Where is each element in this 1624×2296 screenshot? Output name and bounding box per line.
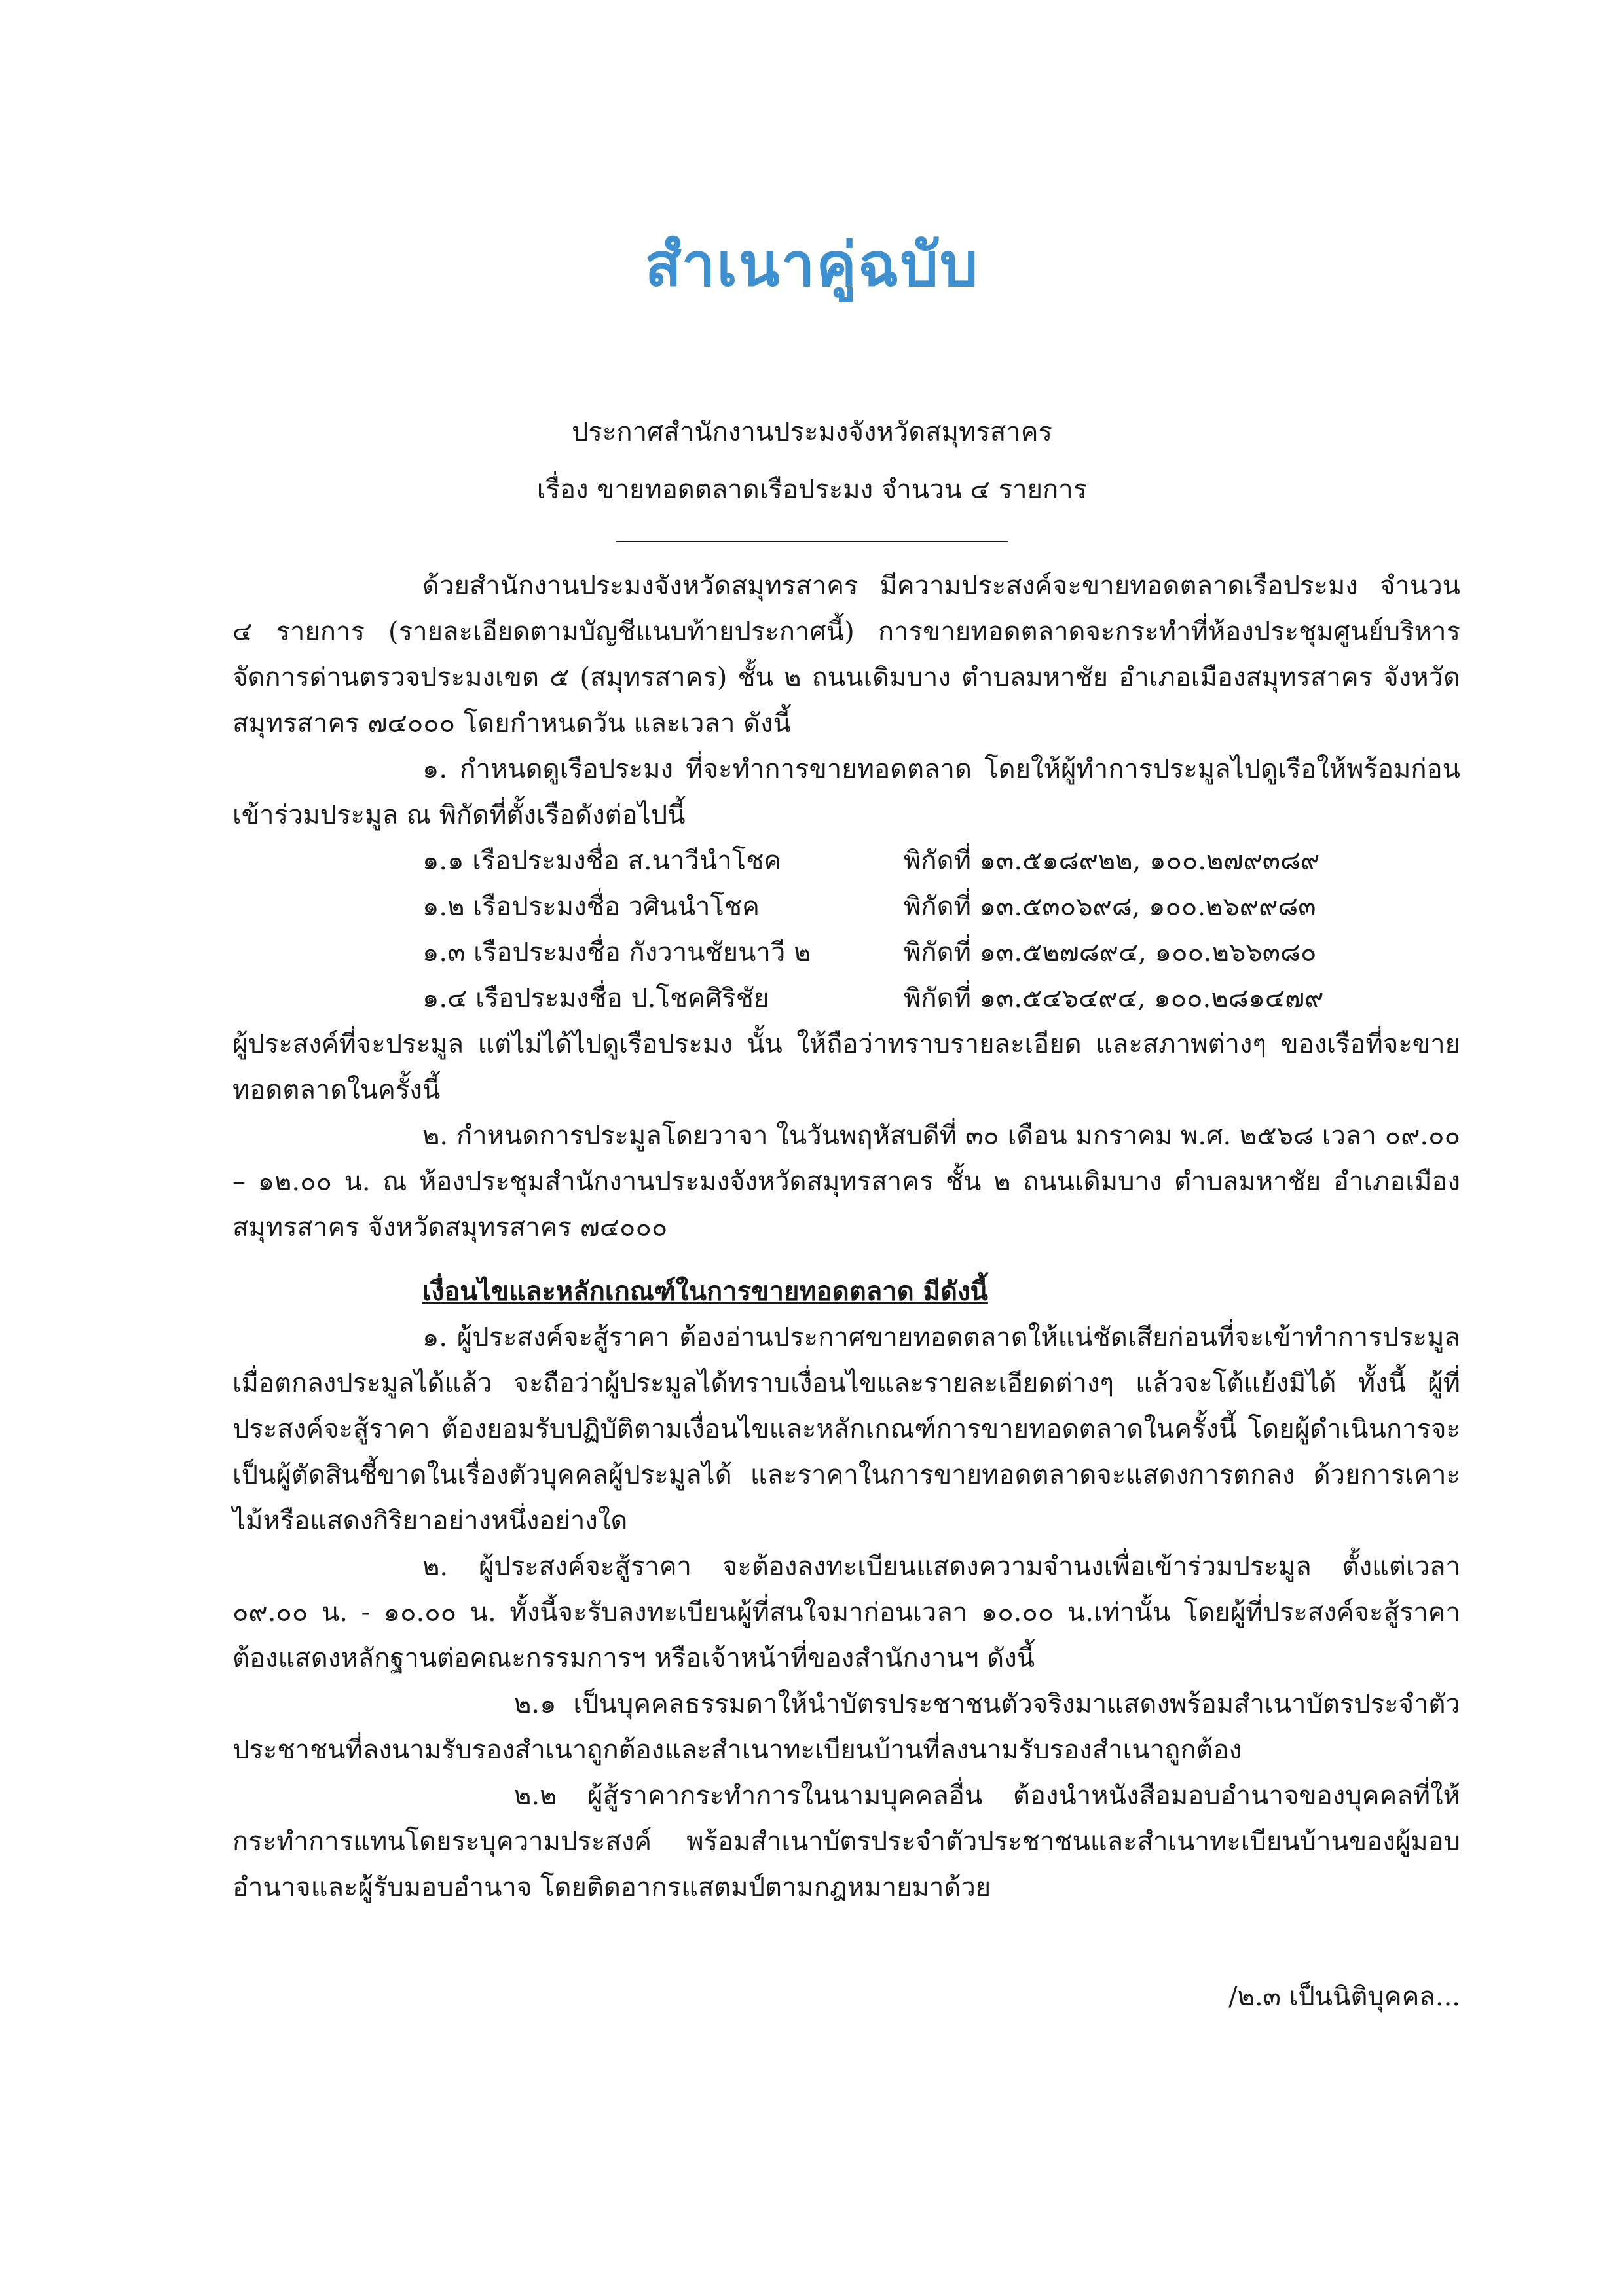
conditions-heading: เงื่อนไขและหลักเกณฑ์ในการขายทอดตลาด มีดังนี้ <box>422 1276 988 1307</box>
intro-paragraph: ด้วยสำนักงานประมงจังหวัดสมุทรสาคร มีความประสงค์จะขายทอดตลาดเรือประมง จำนวน ๔ รายการ (รายละเอียดตามบัญชีแนบท้ายประกาศนี้) การขายทอดตลาดจะกระทำที่ห้องประชุมศูนย์บริหารจัดการด่านตรวจประมงเขต ๕ (สมุทรสาคร) ชั้น ๒ ถนนเดิมบาง ตำบลมหาชัย อำเภอเมืองสมุทรสาคร จังหวัดสมุทรสาคร ๗๔๐๐๐ โดยกำหนดวัน และเวลา ดังนี้ <box>232 571 1460 738</box>
title-divider <box>616 541 1008 542</box>
ship-row <box>232 838 1460 884</box>
announcement-body <box>232 563 1460 1910</box>
item-1-paragraph: ๑. กำหนดดูเรือประมง ที่จะทำการขายทอดตลาด โดยให้ผู้ทำการประมูลไปดูเรือให้พร้อมก่อนเข้าร่วมประมูล ณ พิกัดที่ตั้งเรือดังต่อไปนี้ <box>232 754 1460 830</box>
ship-coordinate: พิกัดที่ ๑๓.๕๔๖๔๙๔, ๑๐๐.๒๘๑๔๗๙ <box>904 983 1324 1013</box>
ship-row <box>232 930 1460 975</box>
condition-1-paragraph: ๑. ผู้ประสงค์จะสู้ราคา ต้องอ่านประกาศขายทอดตลาดให้แน่ชัดเสียก่อนที่จะเข้าทำการประมูล เมื่อตกลงประมูลได้แล้ว จะถือว่าผู้ประมูลได้ทราบเงื่อนไขและรายละเอียดต่างๆ แล้วจะโต้แย้งมิได้ ทั้งนี้ ผู้ที่ประสงค์จะสู้ราคา ต้องยอมรับปฏิบัติตามเงื่อนไขและหลักเกณฑ์การขายทอดตลาดในครั้งนี้ โดยผู้ดำเนินการจะเป็นผู้ตัดสินชี้ขาดในเรื่องตัวบุคคลผู้ประมูลได้ และราคาในการขายทอดตลาดจะแสดงการตกลง ด้วยการเคาะไม้หรือแสดงกิริยาอย่างหนึ่งอย่างใด <box>232 1322 1460 1536</box>
continued-marker: /๒.๓ เป็นนิติบุคคล... <box>1228 1982 1460 2012</box>
condition-2-2-paragraph: ๒.๒ ผู้สู้ราคากระทำการในนามบุคคลอื่น ต้องนำหนังสือมอบอำนาจของบุคคลที่ให้กระทำการแทนโดยระบุความประสงค์ พร้อมสำเนาบัตรประจำตัวประชาชนและสำเนาทะเบียนบ้านของผู้มอบอำนาจและผู้รับมอบอำนาจ โดยติดอากรแสตมป์ตามกฎหมายมาด้วย <box>232 1781 1460 1903</box>
ship-name: ๑.๓ เรือประมงชื่อ กังวานชัยนาวี ๒ <box>422 938 811 968</box>
ship-name: ๑.๔ เรือประมงชื่อ ป.โชคศิริชัย <box>422 983 769 1013</box>
condition-2-1-paragraph: ๒.๑ เป็นบุคคลธรรมดาให้นำบัตรประชาชนตัวจริงมาแสดงพร้อมสำเนาบัตรประจำตัวประชาชนที่ลงนามรับรองสำเนาถูกต้องและสำเนาทะเบียนบ้านที่ลงนามรับรองสำเนาถูกต้อง <box>232 1689 1460 1765</box>
announcement-title: ประกาศสำนักงานประมงจังหวัดสมุทรสาคร <box>572 417 1052 447</box>
condition-2-paragraph: ๒. ผู้ประสงค์จะสู้ราคา จะต้องลงทะเบียนแสดงความจำนงเพื่อเข้าร่วมประมูล ตั้งแต่เวลา ๐๙.๐๐ น. - ๑๐.๐๐ น. ทั้งนี้จะรับลงทะเบียนผู้ที่สนใจมาก่อนเวลา ๑๐.๐๐ น.เท่านั้น โดยผู้ที่ประสงค์จะสู้ราคาต้องแสดงหลักฐานต่อคณะกรรมการฯ หรือเจ้าหน้าที่ของสำนักงานฯ ดังนี้ <box>232 1552 1460 1673</box>
ship-row <box>232 975 1460 1021</box>
ship-coordinate: พิกัดที่ ๑๓.๕๑๘๙๒๒, ๑๐๐.๒๗๙๓๘๙ <box>904 846 1320 876</box>
ship-name: ๑.๑ เรือประมงชื่อ ส.นาวีนำโชค <box>422 846 782 876</box>
ship-coordinate: พิกัดที่ ๑๓.๕๓๐๖๙๘, ๑๐๐.๒๖๙๙๘๓ <box>904 892 1316 922</box>
item-2-paragraph: ๒. กำหนดการประมูลโดยวาจา ในวันพฤหัสบดีที่ ๓๐ เดือน มกราคม พ.ศ. ๒๕๖๘ เวลา ๐๙.๐๐ – ๑๒.๐๐ น. ณ ห้องประชุมสำนักงานประมงจังหวัดสมุทรสาคร ชั้น ๒ ถนนเดิมบาง ตำบลมหาชัย อำเภอเมืองสมุทรสาคร จังหวัดสมุทรสาคร ๗๔๐๐๐ <box>232 1121 1460 1243</box>
ship-coordinate: พิกัดที่ ๑๓.๕๒๗๘๙๔, ๑๐๐.๒๖๖๓๘๐ <box>904 938 1317 968</box>
ship-name: ๑.๒ เรือประมงชื่อ วศินนำโชค <box>422 892 760 922</box>
copy-stamp: สำเนาคู่ฉบับ <box>644 230 980 300</box>
ship-row <box>232 884 1460 930</box>
announcement-subject: เรื่อง ขายทอดตลาดเรือประมง จำนวน ๔ รายการ <box>536 475 1088 505</box>
after-ships-paragraph: ผู้ประสงค์ที่จะประมูล แต่ไม่ได้ไปดูเรือประมง นั้น ให้ถือว่าทราบรายละเอียด และสภาพต่างๆ ของเรือที่จะขายทอดตลาดในครั้งนี้ <box>232 1029 1460 1105</box>
